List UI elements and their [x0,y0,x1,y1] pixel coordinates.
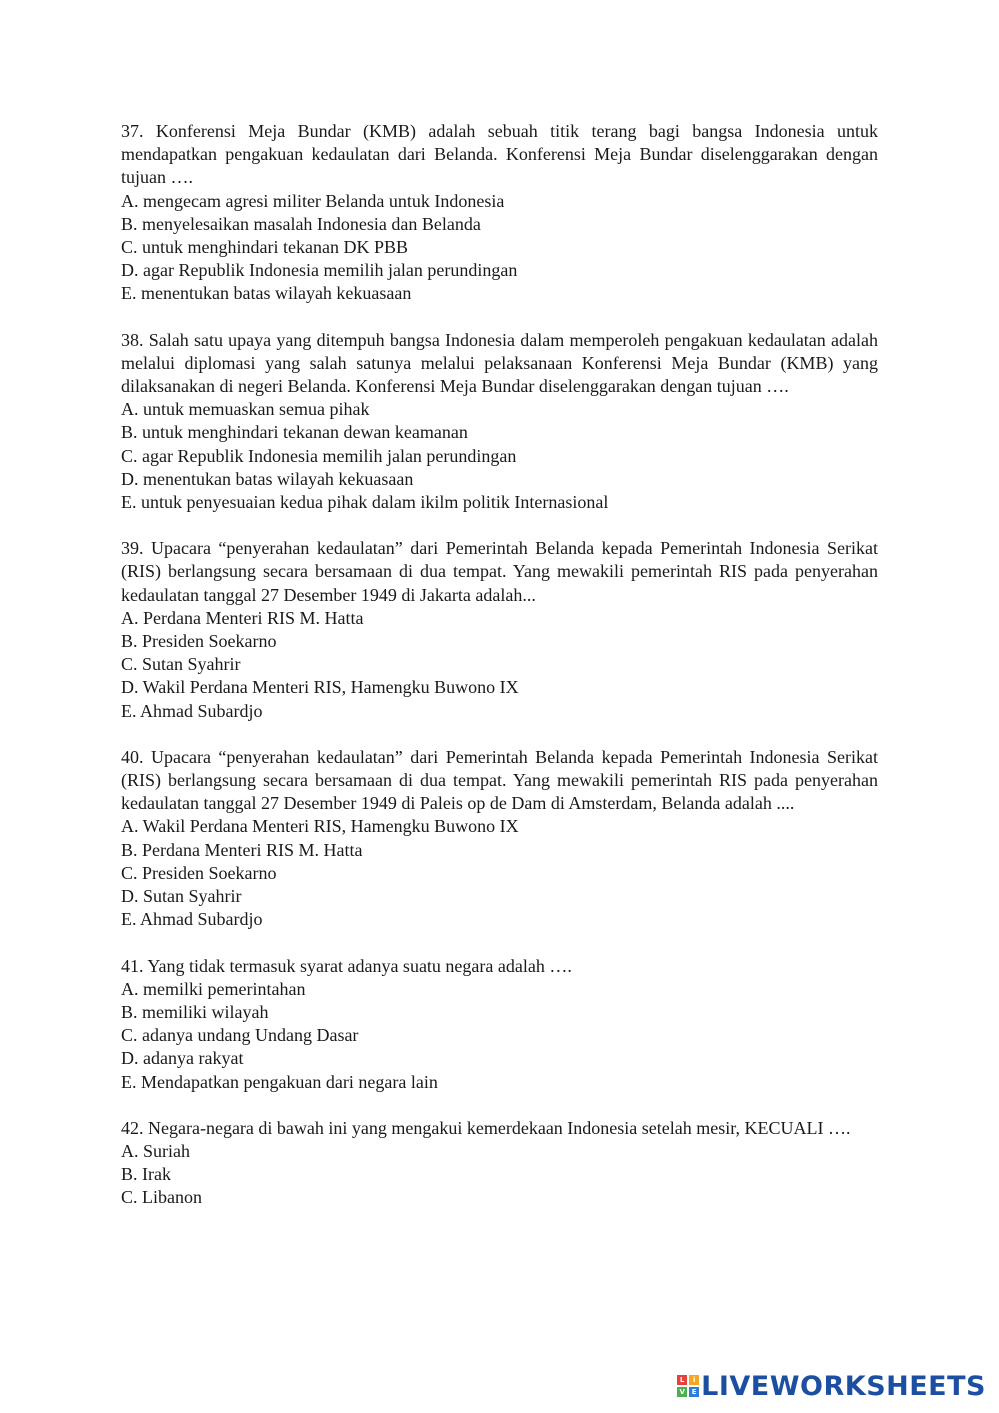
option-d: D. menentukan batas wilayah kekuasaan [121,468,414,489]
question-42 [121,1117,878,1210]
question-39 [121,537,878,723]
option-c: C. Libanon [121,1187,202,1208]
option-d: D. Sutan Syahrir [121,886,242,907]
liveworksheets-logo-icon [677,1375,699,1397]
option-c: C. agar Republik Indonesia memilih jalan perundingan [121,445,517,466]
question-38 [121,329,878,515]
option-d: D. agar Republik Indonesia memilih jalan perundingan [121,260,518,281]
option-e: E. Ahmad Subardjo [121,700,263,721]
option-b: B. menyelesaikan masalah Indonesia dan Belanda [121,213,481,234]
option-list [121,190,878,306]
logo-tile-l: L [677,1375,687,1385]
option-a: A. untuk memuaskan semua pihak [121,399,370,420]
brand-wordmark: LIVEWORKSHEETS [701,1370,986,1402]
option-list [121,607,878,723]
option-b: B. Perdana Menteri RIS M. Hatta [121,839,363,860]
option-a: A. Suriah [121,1140,190,1161]
option-list [121,1140,878,1210]
option-e: E. Mendapatkan pengakuan dari negara lain [121,1071,438,1092]
option-b: B. Irak [121,1164,171,1185]
worksheet-page [121,120,878,1233]
logo-tile-e: E [689,1387,699,1397]
question-text: 39. Upacara “penyerahan kedaulatan” dari Pemerintah Belanda kepada Pemerintah Indonesia Serikat (RIS) berlangsung secara bersamaan di dua tempat. Yang mewakili pemerintah RIS pada penyerahan kedaulatan tanggal 27 Desember 1949 di Jakarta adalah... [121,538,878,605]
option-b: B. untuk menghindari tekanan dewan keamanan [121,422,468,443]
option-a: A. memilki pemerintahan [121,978,306,999]
option-c: C. adanya undang Undang Dasar [121,1025,359,1046]
option-e: E. menentukan batas wilayah kekuasaan [121,283,412,304]
option-a: A. mengecam agresi militer Belanda untuk Indonesia [121,190,505,211]
option-list [121,398,878,514]
option-c: C. Sutan Syahrir [121,654,241,675]
option-list [121,815,878,931]
question-text: 41. Yang tidak termasuk syarat adanya suatu negara adalah …. [121,955,572,976]
option-e: E. untuk penyesuaian kedua pihak dalam ikilm politik Internasional [121,492,609,513]
question-text: 37. Konferensi Meja Bundar (KMB) adalah sebuah titik terang bagi bangsa Indonesia untuk mendapatkan pengakuan kedaulatan dari Belanda. Konferensi Meja Bundar diselenggarakan dengan tujuan …. [121,121,878,188]
question-text: 40. Upacara “penyerahan kedaulatan” dari Pemerintah Belanda kepada Pemerintah Indonesia Serikat (RIS) berlangsung secara bersamaan di dua tempat. Yang mewakili pemerintah RIS pada penyerahan kedaulatan tanggal 27 Desember 1949 di Paleis op de Dam di Amsterdam, Belanda adalah .... [121,746,878,814]
liveworksheets-logo[interactable] [677,1369,986,1403]
option-list [121,978,878,1094]
option-c: C. untuk menghindari tekanan DK PBB [121,237,408,258]
question-41 [121,955,878,1094]
option-d: D. Wakil Perdana Menteri RIS, Hamengku Buwono IX [121,677,519,698]
option-a: A. Perdana Menteri RIS M. Hatta [121,607,364,628]
question-40 [121,746,878,932]
option-c: C. Presiden Soekarno [121,862,277,883]
option-a: A. Wakil Perdana Menteri RIS, Hamengku Buwono IX [121,816,519,837]
option-e: E. Ahmad Subardjo [121,909,263,930]
question-text: 38. Salah satu upaya yang ditempuh bangsa Indonesia dalam memperoleh pengakuan kedaulatan adalah melalui diplomasi yang salah satunya melalui pelaksanaan Konferensi Meja Bundar (KMB) yang dilaksanakan di negeri Belanda. Konferensi Meja Bundar diselenggarakan dengan tujuan …. [121,329,878,397]
question-37 [121,120,878,306]
option-b: B. memiliki wilayah [121,1001,269,1022]
option-d: D. adanya rakyat [121,1048,244,1069]
option-b: B. Presiden Soekarno [121,631,277,652]
question-text: 42. Negara-negara di bawah ini yang mengakui kemerdekaan Indonesia setelah mesir, KECUALI …. [121,1117,851,1138]
logo-tile-v: V [677,1387,687,1397]
logo-tile-i: i [689,1375,699,1385]
